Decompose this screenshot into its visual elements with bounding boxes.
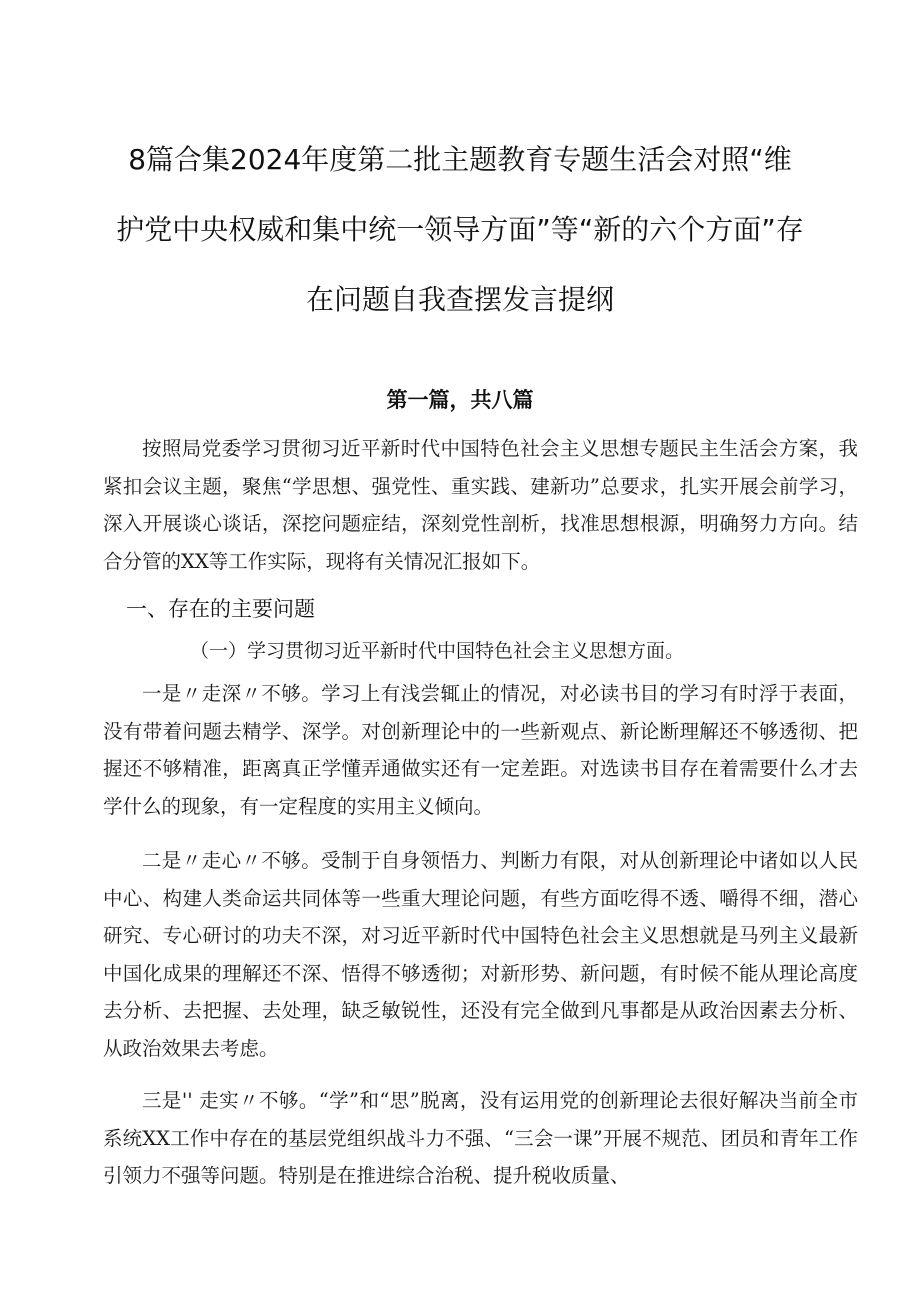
document-subtitle: 第一篇，共八篇 bbox=[386, 388, 534, 412]
subsection-heading: （一）学习贯彻习近平新时代中国特色社会主义思想方面。 bbox=[190, 640, 685, 662]
paragraph-block-3 bbox=[103, 1082, 858, 1195]
document-title-line-1: 8篇合集2024年度第二批主题教育专题生活会对照“维 bbox=[128, 143, 792, 176]
paragraph-3: 三是'' 走实〃不够。“学”和“思”脱离，没有运用党的创新理论去很好解决当前全市系统XX工作中存在的基层党组织战斗力不强、“三会一课”开展不规范、团员和青年工作引领力不强等问题。特别是在推进综合治税、提升税收质量、 bbox=[103, 1089, 858, 1187]
document-title-line-2: 护党中央权威和集中统一领导方面”等“新的六个方面”存 bbox=[116, 213, 804, 246]
paragraph-block-1 bbox=[103, 675, 858, 825]
intro-block bbox=[103, 430, 858, 580]
paragraph-2: 二是〃走心〃不够。受制于自身领悟力、判断力有限，对从创新理论中诸如以人民中心、构建人类命运共同体等一些重大理论问题，有些方面吃得不透、嚼得不细，潜心研究、专心研讨的功夫不深，对习近平新时代中国特色社会主义思想就是马列主义最新中国化成果的理解还不深、悟得不够透彻；对新形势、新问题，有时候不能从理论高度去分析、去把握、去处理，缺乏敏锐性，还没有完全做到凡事都是从政治因素去分析、从政治效果去考虑。 bbox=[103, 849, 858, 1060]
paragraph-1: 一是〃走深〃不够。学习上有浅尝辄止的情况，对必读书目的学习有时浮于表面，没有带着问题去精学、深学。对创新理论中的一些新观点、新论断理解还不够透彻、把握还不够精准，距离真正学懂弄通做实还有一定差距。对选读书目存在着需要什么才去学什么的现象，有一定程度的实用主义倾向。 bbox=[103, 682, 858, 818]
intro-paragraph: 按照局党委学习贯彻习近平新时代中国特色社会主义思想专题民主生活会方案，我紧扣会议主题，聚焦“学思想、强党性、重实践、建新功”总要求，扎实开展会前学习，深入开展谈心谈话，深挖问题症结，深刻党性剖析，找准思想根源，明确努力方向。结合分管的XX等工作实际，现将有关情况汇报如下。 bbox=[103, 437, 858, 573]
document-title-line-3: 在问题自我查摆发言提纲 bbox=[305, 283, 614, 316]
section-heading: 一、存在的主要问题 bbox=[126, 597, 315, 621]
paragraph-block-2 bbox=[103, 842, 858, 1067]
